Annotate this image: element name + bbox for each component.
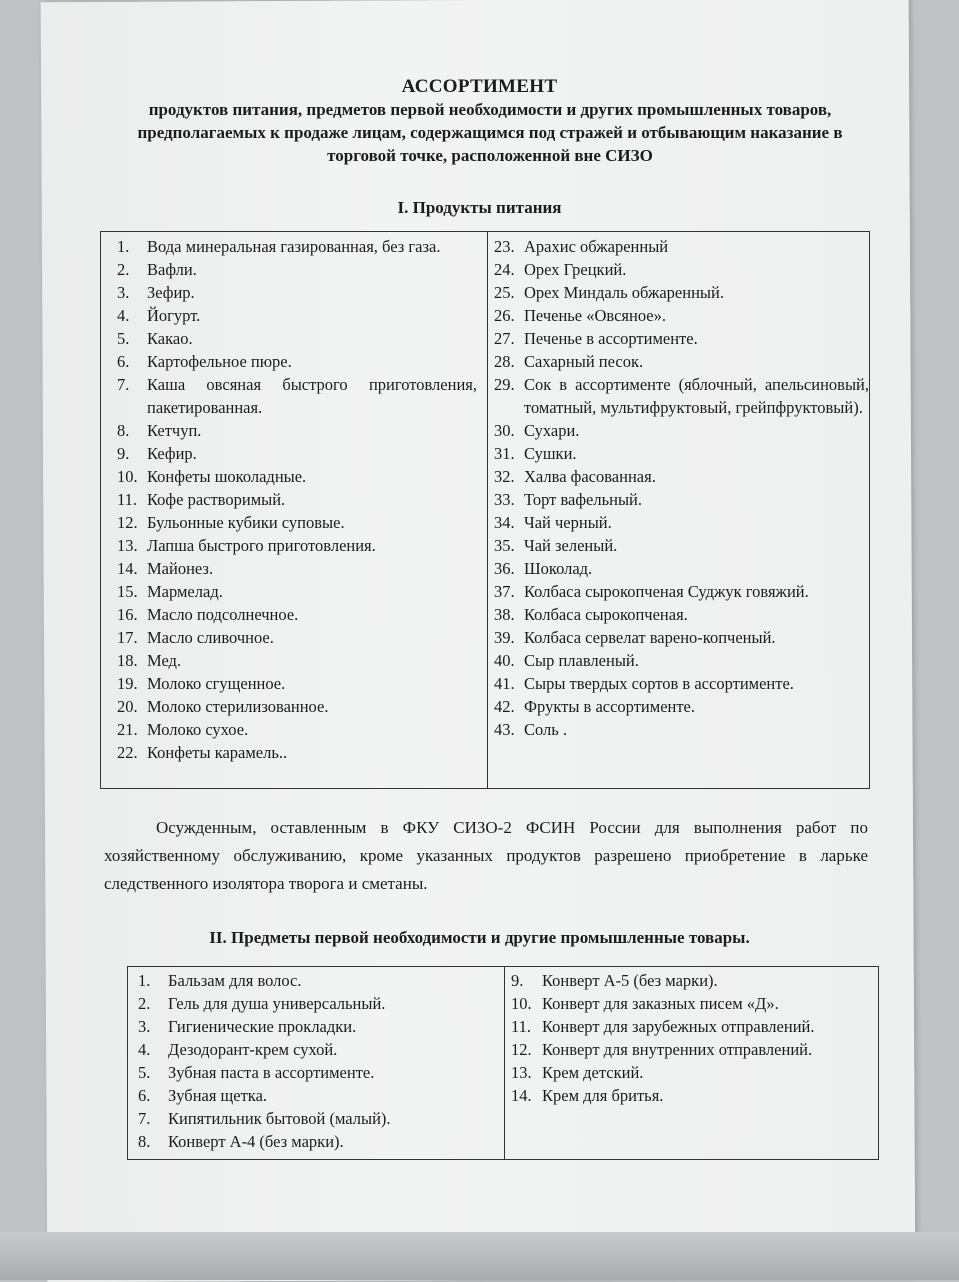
item-text: Фрукты в ассортименте.: [524, 697, 696, 716]
list-item: [138, 1130, 494, 1153]
list-item: [494, 649, 869, 672]
list-item: [138, 1107, 494, 1130]
document-subtitle: продуктов питания, предметов первой необходимости и других промышленных товаров, предполагаемых к продаже лицам, содержащимся под стражей и отбывающим наказание в торговой точке, расположенной вне СИЗО: [137, 100, 843, 165]
item-text: Гигиенические прокладки.: [168, 1017, 357, 1036]
item-text: Сок в ассортименте (яблочный, апельсиновый, томатный, мультифруктовый, грейпфруктовый).: [524, 375, 869, 417]
item-number: 15.: [117, 582, 138, 601]
item-text: Соль .: [524, 720, 568, 739]
item-text: Мед.: [147, 651, 182, 670]
item-number: 19.: [117, 674, 138, 693]
item-text: Майонез.: [147, 559, 214, 578]
list-item: [511, 1061, 870, 1084]
item-text: Конфеты карамель..: [147, 743, 288, 762]
list-item: [138, 1015, 494, 1038]
list-item: [494, 304, 869, 327]
list-item: [117, 603, 477, 626]
item-number: 14.: [511, 1086, 532, 1105]
item-number: 13.: [117, 536, 138, 555]
item-number: 41.: [494, 674, 515, 693]
item-text: Сыр плавленый.: [524, 651, 639, 670]
list-item: [511, 1015, 870, 1038]
item-text: Зефир.: [147, 283, 195, 302]
item-number: 10.: [511, 994, 532, 1013]
item-number: 7.: [117, 375, 130, 394]
item-text: Гель для душа универсальный.: [168, 994, 386, 1013]
section2-title: II. Предметы первой необходимости и другие промышленные товары.: [209, 928, 750, 947]
list-item: [511, 992, 870, 1015]
list-item: [117, 511, 477, 534]
item-text: Конверт для заказных писем «Д».: [542, 994, 779, 1013]
list-item: [117, 672, 477, 695]
item-text: Конверт А-5 (без марки).: [542, 971, 718, 990]
list-item: [494, 695, 869, 718]
list-item: [117, 534, 477, 557]
item-number: 6.: [138, 1086, 151, 1105]
item-text: Чай черный.: [524, 513, 612, 532]
item-number: 12.: [117, 513, 138, 532]
item-number: 10.: [117, 467, 138, 486]
list-item: [494, 580, 869, 603]
food-products-table: [100, 231, 870, 789]
item-number: 5.: [138, 1063, 151, 1082]
item-text: Зубная паста в ассортименте.: [168, 1063, 375, 1082]
list-item: [494, 603, 869, 626]
background-surface: [0, 1232, 959, 1280]
item-number: 43.: [494, 720, 515, 739]
item-number: 8.: [138, 1132, 151, 1151]
item-number: 2.: [138, 994, 151, 1013]
essentials-table-right-column: [505, 967, 878, 1159]
item-number: 12.: [511, 1040, 532, 1059]
item-number: 7.: [138, 1109, 151, 1128]
item-number: 20.: [117, 697, 138, 716]
item-number: 13.: [511, 1063, 532, 1082]
item-text: Бульонные кубики суповые.: [147, 513, 345, 532]
item-text: Каша овсяная быстрого приготовления, пакетированная.: [147, 375, 477, 417]
item-number: 23.: [494, 237, 515, 256]
item-number: 11.: [117, 490, 138, 509]
item-text: Печенье «Овсяное».: [524, 306, 667, 325]
list-item: [494, 488, 869, 511]
item-text: Шоколад.: [524, 559, 593, 578]
item-number: 2.: [117, 260, 130, 279]
item-number: 37.: [494, 582, 515, 601]
item-text: Конфеты шоколадные.: [147, 467, 307, 486]
list-item: [138, 1061, 494, 1084]
item-number: 24.: [494, 260, 515, 279]
list-item: [494, 672, 869, 695]
list-item: [117, 258, 477, 281]
item-text: Колбаса сырокопченая.: [524, 605, 688, 624]
item-text: Колбаса сервелат варено-копченый.: [524, 628, 776, 647]
item-text: Сыры твердых сортов в ассортименте.: [524, 674, 794, 693]
item-number: 18.: [117, 651, 138, 670]
item-text: Молоко сгущенное.: [147, 674, 286, 693]
item-text: Крем для бритья.: [542, 1086, 664, 1105]
list-item: [138, 1038, 494, 1061]
item-text: Конверт для зарубежных отправлений.: [542, 1017, 815, 1036]
essentials-table-left-column: [128, 967, 505, 1159]
list-item: [511, 1084, 870, 1107]
list-item: [138, 1084, 494, 1107]
list-item: [117, 557, 477, 580]
item-number: 35.: [494, 536, 515, 555]
item-text: Орех Миндаль обжаренный.: [524, 283, 724, 302]
list-item: [117, 488, 477, 511]
item-text: Крем детский.: [542, 1063, 644, 1082]
item-text: Сушки.: [524, 444, 577, 463]
item-text: Кипятильник бытовой (малый).: [168, 1109, 391, 1128]
list-item: [117, 465, 477, 488]
convicts-note-paragraph: Осужденным, оставленным в ФКУ СИЗО-2 ФСИН России для выполнения работ по хозяйственному обслуживанию, кроме указанных продуктов разрешено приобретение в ларьке следственного изолятора творога и сметаны.: [104, 818, 868, 893]
list-item: [117, 718, 477, 741]
item-text: Халва фасованная.: [524, 467, 656, 486]
item-number: 17.: [117, 628, 138, 647]
list-item: [494, 718, 869, 741]
item-number: 4.: [138, 1040, 151, 1059]
list-item: [117, 350, 477, 373]
item-text: Дезодорант-крем сухой.: [168, 1040, 338, 1059]
list-item: [494, 534, 869, 557]
food-table-left-column: [101, 232, 488, 788]
list-item: [117, 442, 477, 465]
item-number: 38.: [494, 605, 515, 624]
item-number: 9.: [511, 971, 524, 990]
list-item: [494, 327, 869, 350]
item-number: 22.: [117, 743, 138, 762]
item-text: Картофельное пюре.: [147, 352, 292, 371]
item-text: Конверт А-4 (без марки).: [168, 1132, 344, 1151]
item-text: Чай зеленый.: [524, 536, 618, 555]
item-text: Кофе растворимый.: [147, 490, 286, 509]
item-text: Печенье в ассортименте.: [524, 329, 698, 348]
list-item: [494, 373, 869, 419]
item-number: 39.: [494, 628, 515, 647]
list-item: [117, 373, 477, 419]
item-number: 6.: [117, 352, 130, 371]
item-text: Молоко стерилизованное.: [147, 697, 329, 716]
list-item: [117, 281, 477, 304]
item-text: Молоко сухое.: [147, 720, 249, 739]
list-item: [117, 419, 477, 442]
list-item: [117, 304, 477, 327]
document-title: АССОРТИМЕНТ: [401, 76, 558, 97]
list-item: [494, 419, 869, 442]
item-text: Какао.: [147, 329, 193, 348]
item-number: 21.: [117, 720, 138, 739]
list-item: [494, 511, 869, 534]
item-number: 26.: [494, 306, 515, 325]
food-table-right-column: [488, 232, 869, 788]
list-item: [494, 557, 869, 580]
item-number: 27.: [494, 329, 515, 348]
list-item: [511, 969, 870, 992]
list-item: [494, 465, 869, 488]
list-item: [494, 258, 869, 281]
item-text: Сахарный песок.: [524, 352, 644, 371]
item-number: 25.: [494, 283, 515, 302]
item-number: 16.: [117, 605, 138, 624]
list-item: [494, 281, 869, 304]
item-number: 40.: [494, 651, 515, 670]
item-number: 5.: [117, 329, 130, 348]
list-item: [117, 741, 477, 764]
item-number: 32.: [494, 467, 515, 486]
item-number: 34.: [494, 513, 515, 532]
item-text: Вафли.: [147, 260, 197, 279]
item-text: Масло сливочное.: [147, 628, 274, 647]
item-number: 4.: [117, 306, 130, 325]
list-item: [138, 969, 494, 992]
item-text: Арахис обжаренный: [524, 237, 669, 256]
item-number: 8.: [117, 421, 130, 440]
item-text: Вода минеральная газированная, без газа.: [147, 237, 441, 256]
item-number: 1.: [117, 237, 130, 256]
item-text: Мармелад.: [147, 582, 223, 601]
list-item: [117, 327, 477, 350]
list-item: [138, 992, 494, 1015]
list-item: [117, 626, 477, 649]
list-item: [494, 626, 869, 649]
list-item: [494, 442, 869, 465]
item-text: Конверт для внутренних отправлений.: [542, 1040, 813, 1059]
item-number: 31.: [494, 444, 515, 463]
item-number: 11.: [511, 1017, 532, 1036]
item-number: 1.: [138, 971, 151, 990]
item-text: Кетчуп.: [147, 421, 202, 440]
item-number: 30.: [494, 421, 515, 440]
list-item: [494, 235, 869, 258]
item-text: Колбаса сырокопченая Суджук говяжий.: [524, 582, 809, 601]
item-number: 3.: [117, 283, 130, 302]
item-number: 36.: [494, 559, 515, 578]
list-item: [494, 350, 869, 373]
item-number: 28.: [494, 352, 515, 371]
item-text: Лапша быстрого приготовления.: [147, 536, 376, 555]
item-number: 29.: [494, 375, 515, 394]
item-text: Орех Грецкий.: [524, 260, 627, 279]
list-item: [117, 695, 477, 718]
item-text: Масло подсолнечное.: [147, 605, 299, 624]
list-item: [117, 580, 477, 603]
list-item: [117, 235, 477, 258]
item-text: Торт вафельный.: [524, 490, 642, 509]
item-number: 14.: [117, 559, 138, 578]
item-text: Бальзам для волос.: [168, 971, 302, 990]
section1-title: I. Продукты питания: [397, 198, 562, 217]
list-item: [511, 1038, 870, 1061]
item-text: Зубная щетка.: [168, 1086, 268, 1105]
item-text: Кефир.: [147, 444, 197, 463]
item-number: 3.: [138, 1017, 151, 1036]
item-text: Йогурт.: [147, 306, 201, 325]
list-item: [117, 649, 477, 672]
item-number: 42.: [494, 697, 515, 716]
essentials-table: [127, 966, 879, 1160]
item-number: 9.: [117, 444, 130, 463]
item-number: 33.: [494, 490, 515, 509]
item-text: Сухари.: [524, 421, 580, 440]
